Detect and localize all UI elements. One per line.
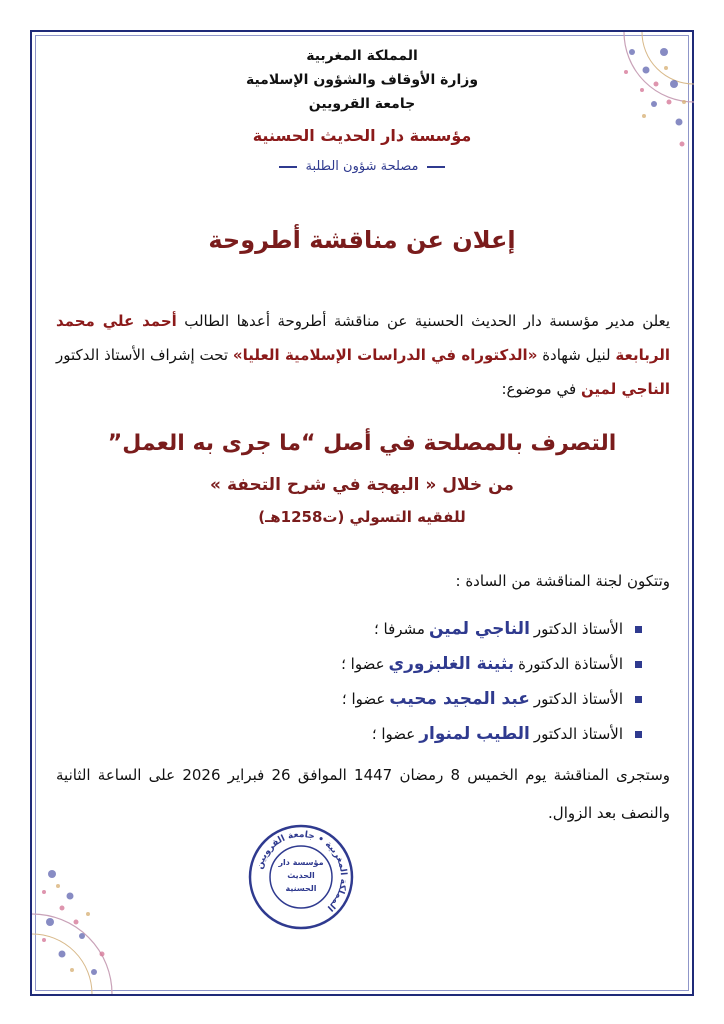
intro-text: يعلن مدير مؤسسة دار الحديث الحسنية عن مناقشة أطروحة أعدها الطالب: [184, 312, 670, 330]
announcement-paragraph: [56, 304, 670, 406]
topic-prefix: في موضوع:: [501, 380, 577, 398]
list-item: [82, 682, 642, 717]
member-name: الطيب لمنوار: [419, 724, 530, 744]
member-role: عضوا ؛: [341, 655, 385, 673]
member-title: الأستاذ الدكتور: [533, 690, 623, 708]
page-title: إعلان عن مناقشة أطروحة: [208, 226, 516, 254]
service-label: مصلحة شؤون الطلبة: [305, 159, 419, 174]
kingdom-name: المملكة المغربية: [306, 48, 418, 64]
stamp-ring-text: المملكة المغربية • جامعة القرويين: [254, 829, 349, 913]
member-title: الأستاذ الدكتور: [533, 620, 623, 638]
list-item: [82, 612, 642, 647]
university-name: جامعة القرويين: [308, 96, 416, 112]
thesis-block: [0, 424, 724, 532]
member-role: مشرفا ؛: [373, 620, 425, 638]
member-role: عضوا ؛: [341, 690, 386, 708]
member-name: عبد المجيد محيب: [389, 689, 530, 709]
committee-intro: وتتكون لجنة المناقشة من السادة :: [455, 572, 670, 590]
square-bullet-icon: [635, 661, 642, 668]
degree-name: «الدكتوراه في الدراسات الإسلامية العليا»: [232, 346, 538, 364]
member-name: بثينة الغلبزوري: [388, 654, 515, 674]
supervisor-name: الناجي لمين: [580, 380, 670, 398]
square-bullet-icon: [635, 731, 642, 738]
letterhead: [0, 44, 724, 174]
student-name: أحمد علي محمد الربابعة: [56, 312, 670, 364]
thesis-author: للفقيه التسولي (ت1258هـ): [258, 508, 466, 526]
ministry-name: وزارة الأوقاف والشؤون الإسلامية: [245, 72, 479, 88]
member-title: الأستاذ الدكتور: [533, 725, 623, 743]
member-role: عضوا ؛: [371, 725, 416, 743]
dash-divider: [279, 166, 297, 168]
schedule-text: وستجرى المناقشة يوم الخميس 8 رمضان 1447 الموافق 26 فبراير 2026 على الساعة الثانية والنصف بعد الزوال.: [56, 766, 671, 822]
dash-divider: [427, 166, 445, 168]
thesis-title: التصرف بالمصلحة في أصل “ما جرى به العمل”: [107, 431, 617, 456]
member-name: الناجي لمين: [428, 619, 530, 639]
committee-list: [82, 612, 642, 752]
corner-ornament-bottom-left: [32, 844, 142, 994]
degree-prefix: لنيل شهادة: [542, 346, 611, 364]
service-name: [0, 159, 724, 174]
member-title: الأستاذة الدكتورة: [518, 655, 623, 673]
stamp-center-text: مؤسسة دار الحديث الحسنية: [278, 858, 324, 893]
thesis-subtitle: من خلال « البهجة في شرح التحفة »: [210, 475, 514, 495]
supervision-prefix: تحت إشراف الأستاذ الدكتور: [56, 346, 229, 364]
foundation-name: مؤسسة دار الحديث الحسنية: [252, 126, 472, 145]
list-item: [82, 717, 642, 752]
list-item: [82, 647, 642, 682]
square-bullet-icon: [635, 696, 642, 703]
official-stamp: [246, 822, 356, 932]
square-bullet-icon: [635, 626, 642, 633]
